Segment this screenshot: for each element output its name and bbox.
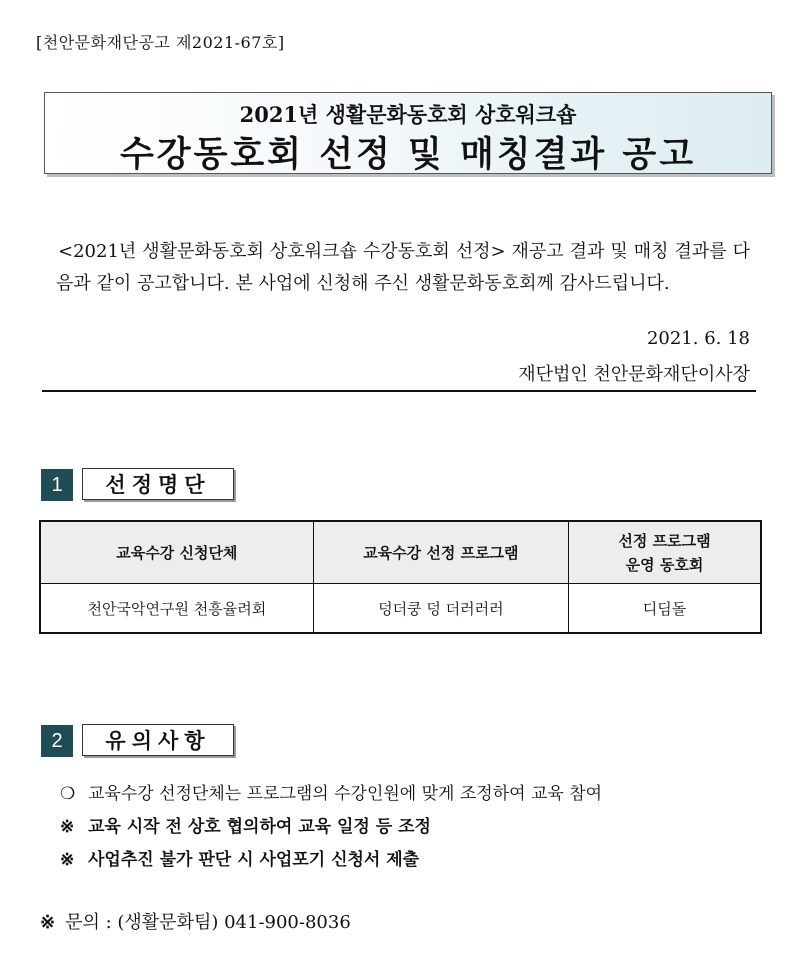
header-club-line1: 선정 프로그램 bbox=[618, 531, 711, 550]
contact-text: 문의 : (생활문화팀) 041-900-8036 bbox=[65, 912, 351, 933]
note-text: 교육수강 선정단체는 프로그램의 수강인원에 맞게 조정하여 교육 참여 bbox=[88, 784, 603, 804]
notice-date: 2021. 6. 18 bbox=[646, 328, 750, 349]
contact-info bbox=[40, 908, 351, 934]
section-1-title: 선정명단 bbox=[82, 468, 234, 500]
selection-table bbox=[39, 520, 762, 634]
header-club bbox=[569, 521, 761, 584]
table-header-row bbox=[40, 521, 761, 584]
cell-program: 덩더쿵 덩 더러러러 bbox=[313, 584, 568, 634]
section-2-number: 2 bbox=[41, 725, 73, 757]
title-subtitle: 2021년 생활문화동호회 상호워크숍 bbox=[239, 102, 577, 127]
header-applicant: 교육수강 신청단체 bbox=[40, 521, 313, 584]
reference-mark-icon: ※ bbox=[60, 850, 75, 870]
note-item bbox=[60, 812, 431, 837]
cell-applicant: 천안국악연구원 천흥율려회 bbox=[40, 584, 313, 634]
section-1-number: 1 bbox=[41, 469, 73, 501]
section-2-title: 유의사항 bbox=[82, 724, 234, 756]
note-item bbox=[60, 845, 419, 870]
page-title: 수강동호회 선정 및 매칭결과 공고 bbox=[119, 134, 697, 175]
divider bbox=[42, 390, 756, 392]
note-text: 사업추진 불가 판단 시 사업포기 신청서 제출 bbox=[88, 850, 420, 870]
reference-mark-icon: ※ bbox=[60, 817, 75, 837]
header-club-line2: 운영 동호회 bbox=[625, 555, 704, 574]
signer: 재단법인 천안문화재단이사장 bbox=[518, 364, 750, 385]
notice-number: [천안문화재단공고 제2021-67호] bbox=[36, 33, 285, 52]
table-row bbox=[40, 584, 761, 634]
cell-club: 디딤돌 bbox=[569, 584, 761, 634]
header-program: 교육수강 선정 프로그램 bbox=[313, 521, 568, 584]
title-box bbox=[44, 92, 772, 174]
intro-paragraph: <2021년 생활문화동호회 상호워크숍 수강동호회 선정> 재공고 결과 및 매칭 결과를 다음과 같이 공고합니다. 본 사업에 신청해 주신 생활문화동호회께 감사드립니다. bbox=[56, 241, 750, 294]
reference-mark-icon: ※ bbox=[40, 912, 56, 933]
note-text: 교육 시작 전 상호 협의하여 교육 일정 등 조정 bbox=[88, 817, 431, 837]
circle-bullet-icon: ❍ bbox=[60, 784, 76, 804]
note-item bbox=[60, 779, 602, 804]
